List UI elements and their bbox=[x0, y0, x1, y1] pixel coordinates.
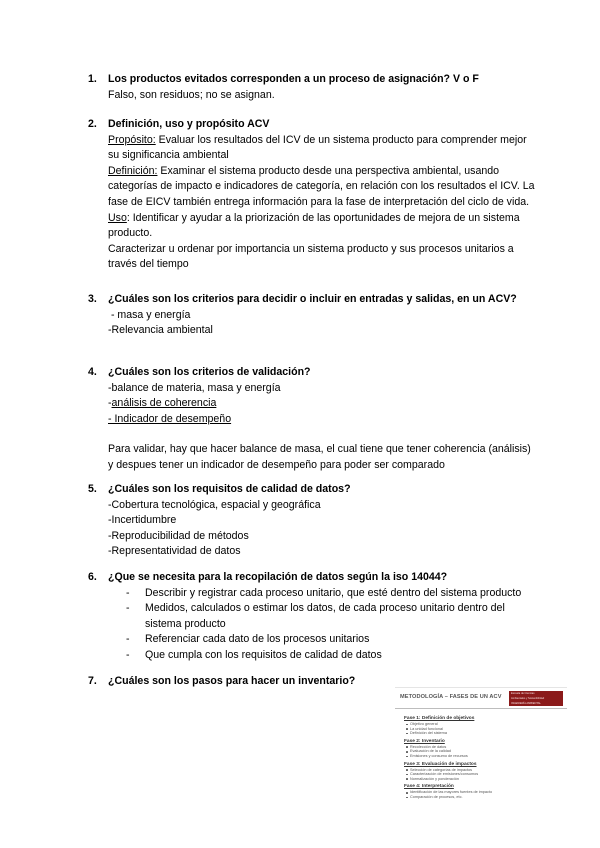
phase bbox=[404, 716, 564, 736]
answer-paragraph: Para validar, hay que hacer balance de masa, el cual tiene que tener coherencia (análisis) y despues tener un indicador de desempeño para poder ser comparado bbox=[108, 443, 531, 471]
question-title: ¿Cuáles son los criterios para decidir o incluir en entradas y salidas, en un ACV? bbox=[108, 293, 517, 305]
phase-item: La unidad funcional bbox=[404, 727, 564, 732]
phase-title: Fase 4: Interpretación bbox=[404, 784, 454, 790]
definicion-paragraph bbox=[108, 164, 538, 211]
phase-item: Identificación de las mayores fuentes de impacto bbox=[404, 790, 564, 795]
answer-line: - masa y energía bbox=[108, 308, 191, 321]
list-item-text: Medidos, calculados o estimar los datos, de cada proceso unitario dentro del sistema producto bbox=[145, 602, 505, 630]
question-3 bbox=[88, 292, 538, 339]
badge-line: Ambientales y Sostenibilidad bbox=[511, 697, 545, 700]
phase-item: Objetivo general bbox=[404, 722, 564, 727]
question-title: ¿Cuáles son los pasos para hacer un inventario? bbox=[108, 675, 356, 687]
underlined-text: análisis de coherencia bbox=[111, 397, 217, 410]
question-title: ¿Que se necesita para la recopilación de datos según la iso 14044? bbox=[108, 571, 448, 583]
dash: - bbox=[126, 648, 130, 661]
list-item bbox=[108, 632, 538, 648]
list-item bbox=[108, 648, 538, 664]
divider bbox=[395, 708, 567, 709]
phase-item: Caracterización de emisiones/consumos bbox=[404, 772, 564, 777]
embedded-slide-image bbox=[395, 687, 567, 830]
phase-item: Selección de categorías de impactos bbox=[404, 768, 564, 773]
slide-title: METODOLOGÍA – FASES DE UN ACV bbox=[400, 694, 502, 700]
definicion-label: Definición: bbox=[108, 164, 158, 177]
phase-item: Recolección de datos bbox=[404, 745, 564, 750]
bullet-list bbox=[108, 586, 538, 664]
badge-line: INGENIERÍA AMBIENTAL bbox=[511, 702, 541, 705]
question-number: 7. bbox=[88, 675, 97, 687]
definicion-text: Examinar el sistema producto desde una perspectiva ambiental, usando categorías de impacto e indicadores de categoría, en relación con los resultados el ICV. La fase de EICV también entrega información para la fase de interpretación del ciclo de vida. bbox=[108, 164, 535, 208]
dash: - bbox=[126, 586, 130, 599]
phase-item: Emisiones y consumo de recursos bbox=[404, 754, 564, 759]
answer-line: -Representatividad de datos bbox=[108, 545, 241, 558]
uso-paragraph bbox=[108, 211, 538, 242]
phase bbox=[404, 784, 564, 799]
list-item-text: Referenciar cada dato de los procesos unitarios bbox=[145, 633, 370, 646]
phase bbox=[404, 739, 564, 759]
phase-item: Normalización y ponderación bbox=[404, 777, 564, 782]
question-number: 1. bbox=[88, 73, 97, 85]
question-number: 6. bbox=[88, 571, 97, 583]
question-number: 5. bbox=[88, 483, 97, 495]
dash: - bbox=[126, 602, 130, 615]
list-item bbox=[108, 601, 538, 632]
extra-paragraph: Caracterizar u ordenar por importancia un sistema producto y sus procesos unitarios a través del tiempo bbox=[108, 242, 514, 271]
phase-title: Fase 1: Definición de objetivos bbox=[404, 716, 475, 721]
question-title: ¿Cuáles son los requisitos de calidad de datos? bbox=[108, 483, 351, 495]
phase bbox=[404, 762, 564, 782]
phase-item: Evaluación de la calidad bbox=[404, 749, 564, 754]
phase-item: Comparación de procesos, etc. bbox=[404, 795, 564, 800]
answer-line: -Cobertura tecnológica, espacial y geográfica bbox=[108, 498, 321, 511]
question-number: 3. bbox=[88, 293, 97, 305]
question-5 bbox=[88, 482, 538, 560]
question-number: 2. bbox=[88, 118, 97, 130]
dash: - bbox=[126, 633, 130, 646]
badge-line: Escuela de Ciencias bbox=[511, 692, 535, 695]
question-4 bbox=[88, 365, 538, 474]
list-item bbox=[108, 586, 538, 602]
uso-label: Uso bbox=[108, 211, 127, 224]
answer-line: -Incertidumbre bbox=[108, 514, 177, 527]
dash: - bbox=[108, 397, 112, 410]
question-title: Los productos evitados corresponden a un proceso de asignación? V o F bbox=[108, 73, 479, 85]
proposito-text: Evaluar los resultados del ICV de un sistema producto para comprender mejor su significancia ambiental bbox=[108, 133, 527, 162]
phase-item: Definición del sistema bbox=[404, 731, 564, 736]
answer-line: -Reproducibilidad de métodos bbox=[108, 529, 249, 542]
question-1 bbox=[88, 72, 538, 103]
answer-line bbox=[108, 396, 538, 412]
proposito-paragraph bbox=[108, 133, 538, 164]
answer-text: Falso, son residuos; no se asignan. bbox=[108, 88, 275, 101]
uso-text: : Identificar y ayudar a la priorización de las oportunidades de mejora de un sistema producto. bbox=[108, 211, 520, 240]
slide-phases bbox=[404, 716, 564, 803]
phase-title: Fase 3: Evaluación de impactos bbox=[404, 761, 477, 767]
list-item-text: Que cumpla con los requisitos de calidad de datos bbox=[145, 648, 382, 661]
list-item-text: Describir y registrar cada proceso unitario, que esté dentro del sistema producto bbox=[145, 586, 522, 599]
answer-line: - Indicador de desempeño bbox=[108, 412, 232, 425]
slide-header bbox=[395, 688, 567, 710]
proposito-label: Propósito: bbox=[108, 133, 156, 146]
question-title: Definición, uso y propósito ACV bbox=[108, 118, 270, 130]
question-2 bbox=[88, 117, 538, 273]
answer-line: -balance de materia, masa y energía bbox=[108, 381, 281, 394]
question-6 bbox=[88, 570, 538, 664]
slide-logo-badge bbox=[509, 691, 563, 706]
question-title: ¿Cuáles son los criterios de validación? bbox=[108, 366, 311, 378]
phase-title: Fase 2: Inventario bbox=[404, 738, 445, 744]
question-number: 4. bbox=[88, 366, 97, 378]
answer-line: -Relevancia ambiental bbox=[108, 324, 213, 337]
